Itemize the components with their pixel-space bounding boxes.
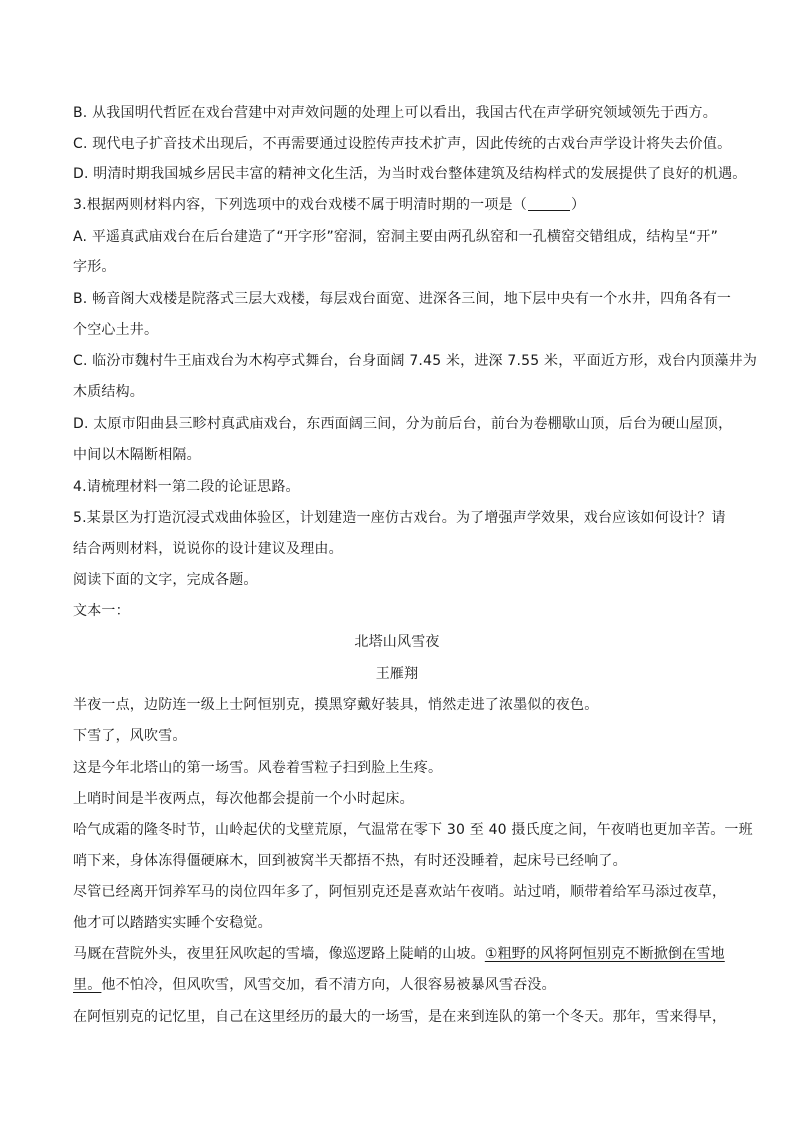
q2-option-d: D. 明清时期我国城乡居民丰富的精神文化生活，为当时戏台整体建筑及结构样式的发展提供了良好的机遇。 xyxy=(73,166,747,182)
q3-stem-close: ） xyxy=(570,197,586,213)
q5-line1: 5.某景区为打造沉浸式戏曲体验区，计划建造一座仿古戏台。为了增强声学效果，戏台应该如何设计？请 xyxy=(73,510,726,526)
text-one-label: 文本一： xyxy=(73,603,130,619)
story-paragraph: 上哨时间是半夜两点，每次他都会提前一个小时起床。 xyxy=(73,791,414,807)
story-paragraph-cont: 他才可以踏踏实实睡个安稳觉。 xyxy=(73,915,272,931)
story-paragraph: 半夜一点，边防连一级上士阿恒别克，摸黑穿戴好装具，悄然走进了浓墨似的夜色。 xyxy=(73,697,599,713)
q3-option-d-line1: D. 太原市阳曲县三畛村真武庙戏台，东西面阔三间，分为前后台，前台为卷棚歇山顶，后台为硬山屋顶， xyxy=(73,416,733,432)
q3-option-a-line1: A. 平遥真武庙戏台在后台建造了“开字形”窑洞，窑洞主要由两孔纵窑和一孔横窑交错组成，结构呈“开” xyxy=(73,229,719,245)
story-paragraph: 尽管已经离开饲养军马的岗位四年多了，阿恒别克还是喜欢站午夜哨。站过哨，顺带着给军马添过夜草， xyxy=(73,884,727,900)
answer-blank xyxy=(528,196,570,211)
q3-stem-text: 3.根据两则材料内容，下列选项中的戏台戏楼不属于明清时期的一项是（ xyxy=(73,197,527,213)
story-title: 北塔山风雪夜 xyxy=(354,634,440,650)
q3-stem xyxy=(73,195,733,215)
story-paragraph: 下雪了，风吹雪。 xyxy=(73,728,187,744)
story-text: 马厩在营院外头，夜里狂风吹起的雪墙，像巡逻路上陡峭的山坡。 xyxy=(73,946,485,962)
q3-option-a-line2: 字形。 xyxy=(73,259,116,275)
q2-option-c: C. 现代电子扩音技术出现后，不再需要通过设腔传声技术扩声，因此传统的古戏台声学设计将失去价值。 xyxy=(73,136,732,152)
reading-instruction: 阅读下面的文字，完成各题。 xyxy=(73,572,258,588)
underlined-sentence-1: ①粗野的风将阿恒别克不断掀倒在雪地 xyxy=(484,946,725,962)
q3-option-c-line1: C. 临汾市魏村牛王庙戏台为木构亭式舞台，台身面阔 7.45 米，进深 7.55 米，平面近方形，戏台内顶藻井为 xyxy=(73,353,758,369)
q3-option-c-line2: 木质结构。 xyxy=(73,384,144,400)
story-paragraph: 在阿恒别克的记忆里，自己在这里经历的最大的一场雪，是在来到连队的第一个冬天。那年，雪来得早， xyxy=(73,1009,727,1025)
story-paragraph xyxy=(73,944,733,964)
q4: 4.请梳理材料一第二段的论证思路。 xyxy=(73,479,300,495)
story-paragraph-cont xyxy=(73,975,733,995)
underlined-sentence-1-end: 里。 xyxy=(73,977,102,993)
story-text: 他不怕冷，但风吹雪，风雪交加，看不清方向，人很容易被暴风雪吞没。 xyxy=(101,977,556,993)
q2-option-b: B. 从我国明代哲匠在戏台营建中对声效问题的处理上可以看出，我国古代在声学研究领域领先于西方。 xyxy=(73,105,717,121)
story-paragraph-cont: 哨下来，身体冻得僵硬麻木，回到被窝半天都捂不热，有时还没睡着，起床号已经响了。 xyxy=(73,853,627,869)
story-author: 王雁翔 xyxy=(375,666,419,682)
story-paragraph: 哈气成霜的隆冬时节，山岭起伏的戈壁荒原，气温常在零下 30 至 40 摄氏度之间，午夜哨也更加辛苦。一班 xyxy=(73,822,753,838)
q3-option-b-line2: 个空心土井。 xyxy=(73,322,159,338)
story-paragraph: 这是今年北塔山的第一场雪。风卷着雪粒子扫到脸上生疼。 xyxy=(73,760,443,776)
q3-option-b-line1: B. 畅音阁大戏楼是院落式三层大戏楼，每层戏台面宽、进深各三间，地下层中央有一个水井，四角各有一 xyxy=(73,291,732,307)
q5-line2: 结合两则材料，说说你的设计建议及理由。 xyxy=(73,541,343,557)
q3-option-d-line2: 中间以木隔断相隔。 xyxy=(73,447,201,463)
